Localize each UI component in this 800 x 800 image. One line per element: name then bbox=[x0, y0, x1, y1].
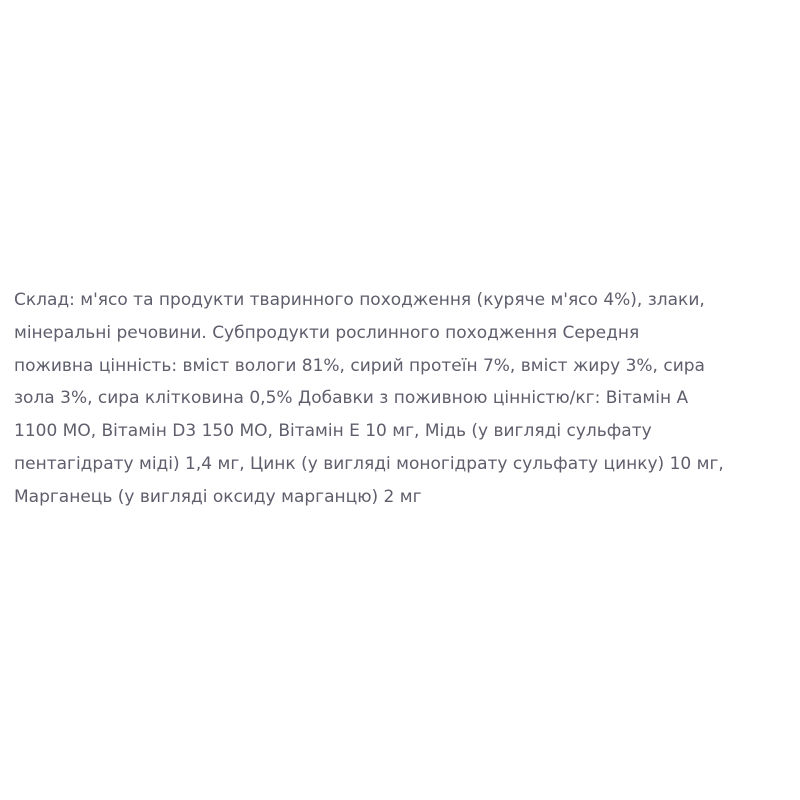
composition-line: зола 3%, сира клітковина 0,5% Добавки з поживною цінністю/кг: Вітамін А bbox=[14, 388, 689, 409]
composition-line: Склад: м'ясо та продукти тваринного походження (куряче м'ясо 4%), злаки, bbox=[14, 290, 705, 310]
composition-line: мінеральні речовини. Субпродукти рослинного походження Середня bbox=[14, 322, 640, 343]
composition-line: пентагідрату міді) 1,4 мг, Цинк (у вигляді моногідрату сульфату цинку) 10 мг, bbox=[14, 453, 724, 474]
product-composition-text bbox=[14, 284, 790, 514]
composition-line: 1100 МО, Вітамін D3 150 МО, Вітамін Е 10 мг, Мідь (у вигляді сульфату bbox=[14, 421, 652, 442]
composition-line: Марганець (у вигляді оксиду марганцю) 2 мг bbox=[14, 486, 422, 507]
composition-line: поживна цінність: вміст вологи 81%, сирий протеїн 7%, вміст жиру 3%, сира bbox=[14, 355, 705, 376]
